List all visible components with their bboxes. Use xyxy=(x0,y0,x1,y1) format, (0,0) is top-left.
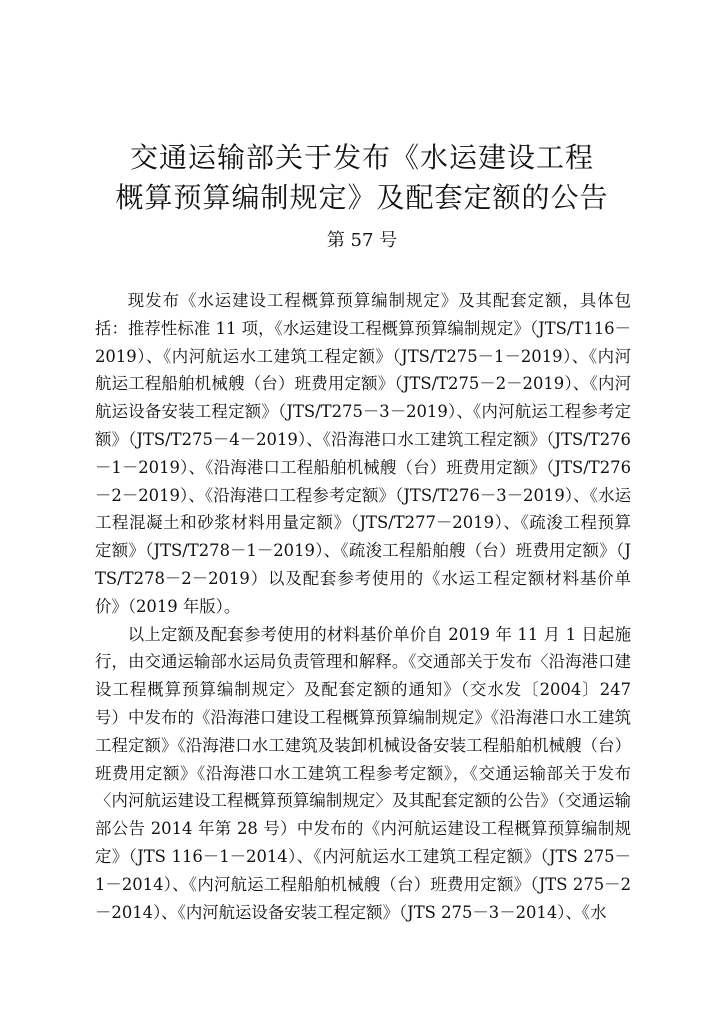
paragraph-2: 以上定额及配套参考使用的材料基价单价自 2019 年 11 月 1 日起施行，由交通运输部水运局负责管理和解释。《交通部关于发布〈沿海港口建设工程概算预算编制规定〉及配套定额的通知》（交水发〔2004〕247 号）中发布的《沿海港口建设工程概算预算编制规定》《沿海港口水工建筑工程定额》《沿海港口水工建筑及装卸机械设备安装工程船舶机械艘（台）班费用定额》《沿海港口水工建筑工程参考定额》，《交通运输部关于发布〈内河航运建设工程概算预算编制规定〉及其配套定额的公告》（交通运输部公告 2014 年第 28 号）中发布的《内河航运建设工程概算预算编制规定》（JTS 116－1－2014）、《内河航运水工建筑工程定额》（JTS 275－1－2014）、《内河航运工程船舶机械艘（台）班费用定额》（JTS 275－2－2014）、《内河航运设备安装工程定额》（JTS 275－3－2014）、《水 xyxy=(95,624,631,922)
title-line-1: 交通运输部关于发布《水运建设工程 xyxy=(129,141,594,174)
announcement-number: 第 57 号 xyxy=(326,230,398,251)
paragraph-1: 现发布《水运建设工程概算预算编制规定》及其配套定额，具体包括：推荐性标准 11 项，《水运建设工程概算预算编制规定》（JTS/T116－2019）、《内河航运水工建筑工程定额》（JTS/T275－1－2019）、《内河航运工程船舶机械艘（台）班费用定额》（JTS/T275－2－2019）、《内河航运设备安装工程定额》（JTS/T275－3－2019）、《内河航运工程参考定额》（JTS/T275－4－2019）、《沿海港口水工建筑工程定额》（JTS/T276－1－2019）、《沿海港口工程船舶机械艘（台）班费用定额》（JTS/T276－2－2019）、《沿海港口工程参考定额》（JTS/T276－3－2019）、《水运工程混凝土和砂浆材料用量定额》（JTS/T277－2019）、《疏浚工程预算定额》（JTS/T278－1－2019）、《疏浚工程船舶艘（台）班费用定额》（JTS/T278－2－2019）以及配套参考使用的《水运工程定额材料基价单价》（2019 年版）。 xyxy=(95,291,631,616)
title-line-2: 概算预算编制规定》及配套定额的公告 xyxy=(115,181,609,214)
document-title xyxy=(0,138,724,218)
document-body xyxy=(95,287,631,926)
